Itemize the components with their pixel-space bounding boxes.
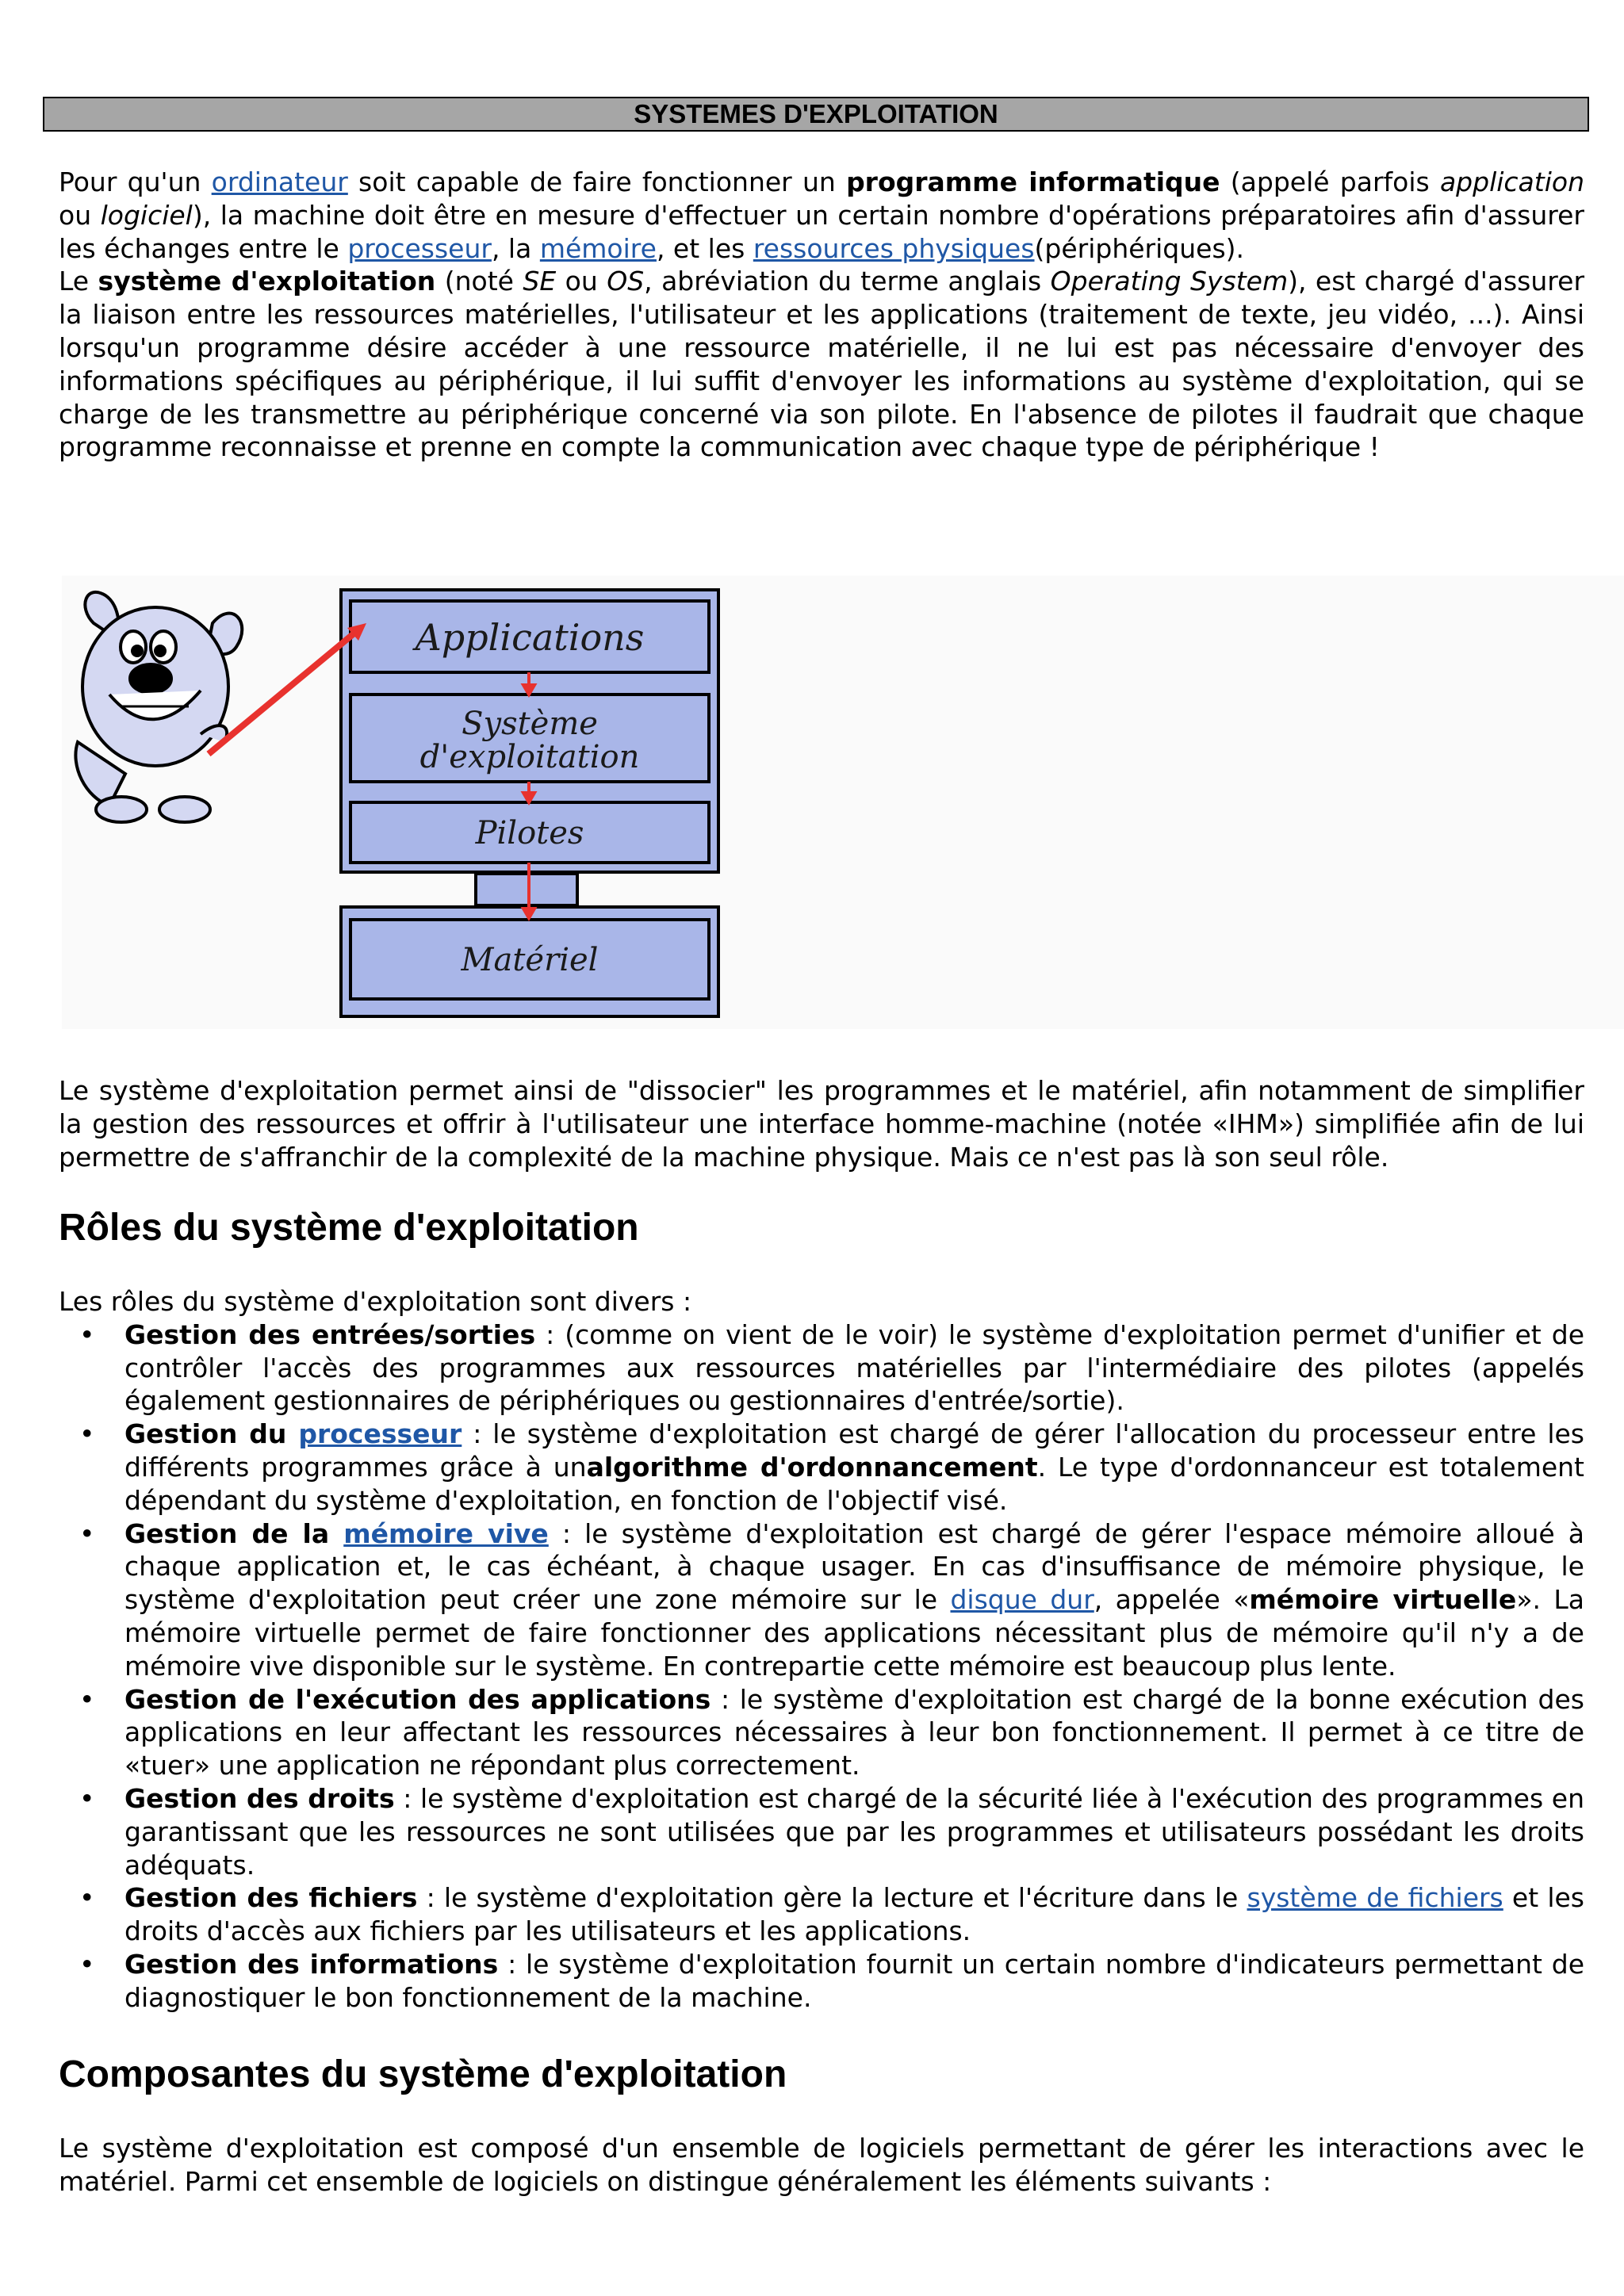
dissociation-paragraph: Le système d'exploitation permet ainsi de "dissocier" les programmes et le matériel, afin notamment de simplifier la gestion des ressources et offrir à l'utilisateur une interface homme-machine (notée «IHM») simplifiée afin de lui permettre de s'affranchir de la complexité de la machine physique. Mais ce n'est pas là son seul rôle. [59, 1075, 1584, 1173]
layer-label-exploitation: d'exploitation [419, 739, 640, 775]
bullet-icon: • [79, 1683, 95, 1715]
list-item: • Gestion de la mémoire vive : le système d'exploitation est chargé de gérer l'espace mémoire alloué à chaque application et, le cas échéant, à chaque usager. En cas d'insuffisance de mémoire physique, le système d'exploitation peut créer une zone mémoire sur le disque dur, appelée «mémoire virtuelle». La mémoire virtuelle permet de faire fonctionner des applications nécessitant plus de mémoire qu'il n'y a de mémoire vive disponible sur le système. En contrepartie cette mémoire est beaucoup plus lente. [79, 1517, 1585, 1682]
link-systeme-de-fichiers[interactable]: système de fichiers [1247, 1882, 1503, 1914]
intro-section [59, 166, 1584, 464]
intro-paragraph-1: Pour qu'un ordinateur soit capable de faire fonctionner un programme informatique (appelé parfois application ou logiciel), la machine doit être en mesure d'effectuer un certain nombre d'opérations préparatoires afin d'assurer les échanges entre le processeur, la mémoire, et les ressources physiques(périphériques). [59, 166, 1584, 264]
bullet-icon: • [79, 1882, 95, 1914]
bullet-icon: • [79, 1517, 95, 1549]
roles-section [59, 1285, 1584, 2015]
list-item: • Gestion des droits : le système d'exploitation est chargé de la sécurité liée à l'exécution des programmes en garantissant que les ressources ne sont utilisées que par les programmes et utilisateurs possédant les droits adéquats. [79, 1782, 1585, 1881]
link-processeur-role[interactable]: processeur [298, 1418, 462, 1450]
link-processeur[interactable]: processeur [347, 232, 492, 264]
link-memoire[interactable]: mémoire [539, 232, 657, 264]
link-ordinateur[interactable]: ordinateur [211, 166, 348, 197]
bullet-icon: • [79, 1948, 95, 1980]
link-memoire-vive[interactable]: mémoire vive [343, 1517, 549, 1549]
list-item: • Gestion des entrées/sorties : (comme on vient de le voir) le système d'exploitation permet d'unifier et de contrôler l'accès des programmes aux ressources matérielles par l'intermédiaire des pilotes (appelés également gestionnaires de périphériques ou gestionnaires d'entrée/sortie). [79, 1318, 1584, 1417]
intro-paragraph-2: Le système d'exploitation (noté SE ou OS, abréviation du terme anglais Operating System), est chargé d'assurer la liaison entre les ressources matérielles, l'utilisateur et les applications (traitement de texte, jeu vidéo, ...). Ainsi lorsqu'un programme désire accéder à une ressource matérielle, il ne lui est pas nécessaire d'envoyer des informations spécifiques au périphérique, il lui suffit d'envoyer les informations au système d'exploitation, qui se charge de les transmettre au périphérique concerné via son pilote. En l'absence de pilotes il faudrait que chaque programme reconnaisse et prenne en compte la communication avec chaque type de périphérique ! [59, 266, 1585, 463]
document-title: SYSTEMES D'EXPLOITATION [43, 97, 1589, 132]
roles-list [59, 1318, 1584, 2015]
layer-label-pilotes: Pilotes [475, 815, 584, 851]
os-layers-diagram [62, 576, 1624, 1029]
list-item: • Gestion de l'exécution des applications : le système d'exploitation est chargé de la bonne exécution des applications en leur affectant les ressources nécessaires à leur bon fonctionnement. Il permet à ce titre de «tuer» une application ne répondant plus correctement. [79, 1683, 1584, 1781]
bullet-icon: • [79, 1318, 95, 1350]
roles-intro: Les rôles du système d'exploitation sont divers : [59, 1286, 692, 1317]
components-paragraph: Le système d'exploitation est composé d'un ensemble de logiciels permettant de gérer les interactions avec le matériel. Parmi cet ensemble de logiciels on distingue généralement les éléments suivants : [59, 2133, 1584, 2197]
layer-label-materiel: Matériel [461, 942, 599, 978]
layer-label-systeme: Système [462, 706, 598, 742]
list-item: • Gestion des fichiers : le système d'exploitation gère la lecture et l'écriture dans le système de fichiers et les droits d'accès aux fichiers par les utilisateurs et les applications. [79, 1882, 1584, 1947]
layer-label-applications: Applications [415, 616, 645, 659]
list-item: • Gestion des informations : le système d'exploitation fournit un certain nombre d'indicateurs permettant de diagnostiquer le bon fonctionnement de la machine. [79, 1948, 1585, 2013]
bullet-icon: • [79, 1418, 95, 1450]
link-ressources-physiques[interactable]: ressources physiques [753, 232, 1035, 264]
diagram-background [62, 576, 1624, 1029]
list-item: • Gestion du processeur : le système d'exploitation est chargé de gérer l'allocation du processeur entre les différents programmes grâce à unalgorithme d'ordonnancement. Le type d'ordonnanceur est totalement dépendant du système d'exploitation, en fonction de l'objectif visé. [79, 1418, 1585, 1516]
bullet-icon: • [79, 1782, 95, 1814]
link-disque-dur[interactable]: disque dur [950, 1584, 1094, 1616]
roles-heading: Rôles du système d'exploitation [59, 1207, 639, 1249]
components-heading: Composantes du système d'exploitation [59, 2053, 787, 2095]
